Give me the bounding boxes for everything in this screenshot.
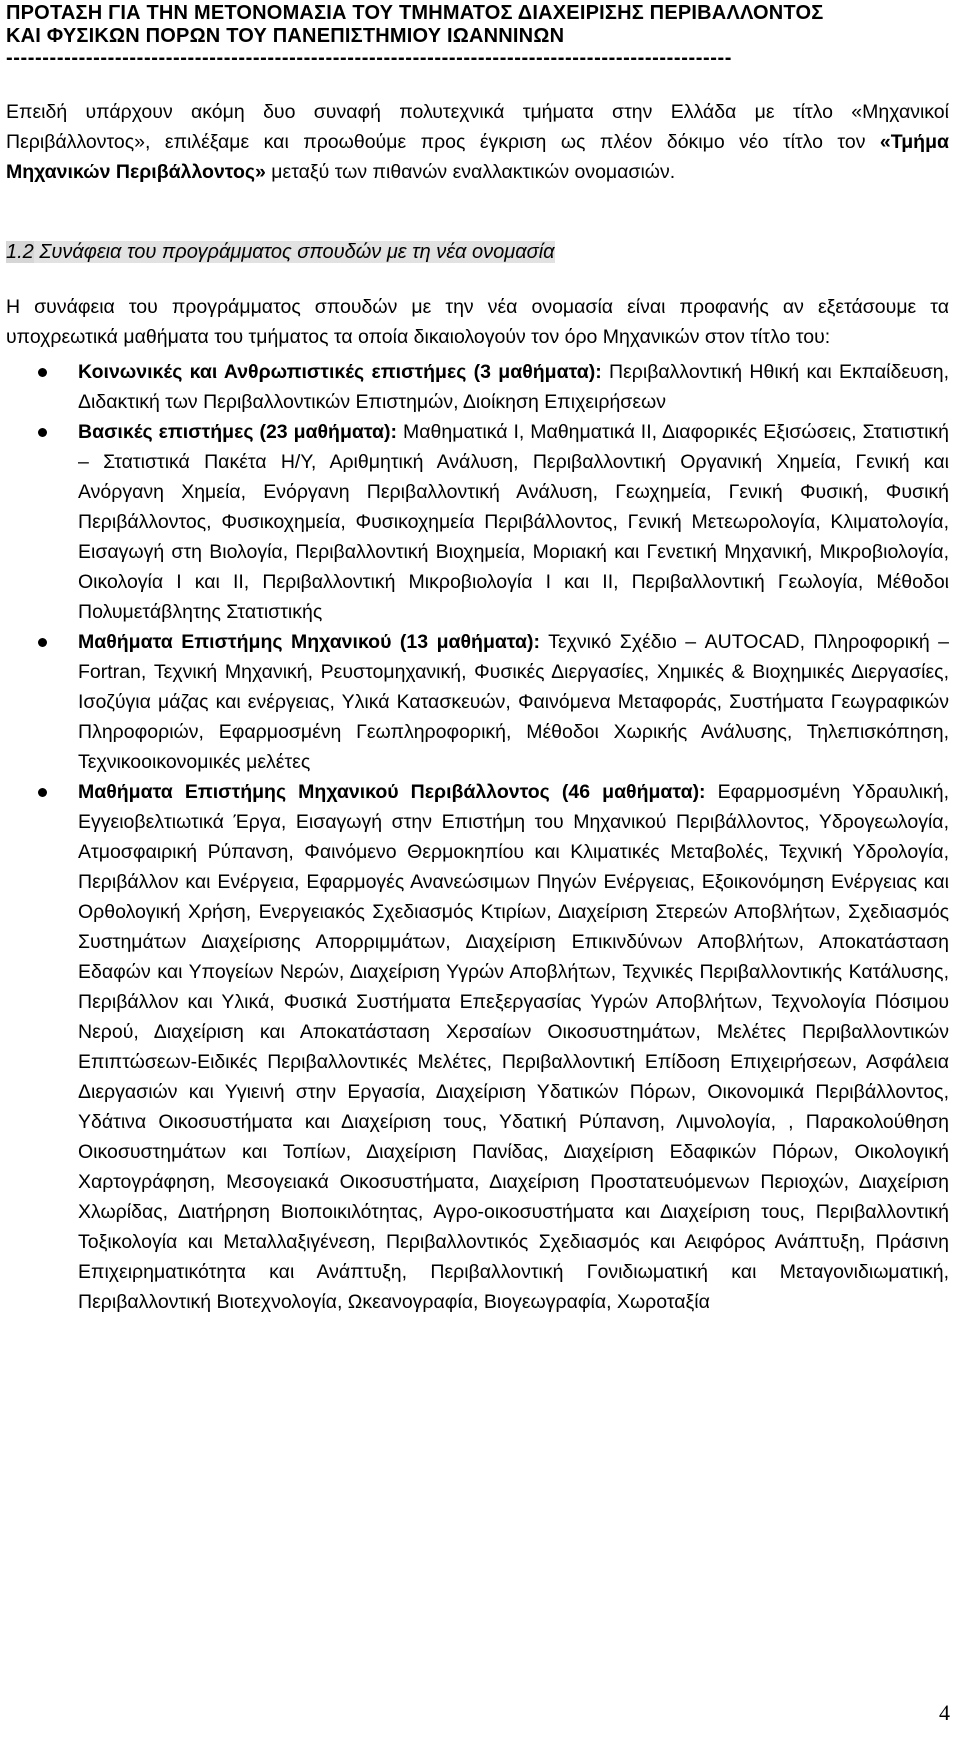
course-category-list — [6, 357, 949, 1317]
category-label: Μαθήματα Επιστήμης Μηχανικού Περιβάλλοντος (46 μαθήματα): — [78, 781, 706, 803]
category-label: Βασικές επιστήμες (23 μαθήματα): — [78, 421, 398, 443]
header-dashed-rule: ---------------------------------------------------------------------------------------------------- — [6, 48, 733, 68]
bullet-icon — [38, 428, 47, 437]
list-item — [6, 777, 949, 1317]
list-item — [6, 357, 949, 417]
category-courses: Μαθηματικά Ι, Μαθηματικά ΙΙ, Διαφορικές Εξισώσεις, Στατιστική – Στατιστικά Πακέτα Η/Υ, Αριθμητική Ανάλυση, Περιβαλλοντική Οργανική Χημεία, Γενική και Ανόργανη Χημεία, Ενόργανη Περιβαλλοντική Ανάλυση, Γεωχημεία, Γενική Φυσική, Φυσική Περιβάλλοντος, Φυσικοχημεία, Φυσικοχημεία Περιβάλλοντος, Γενική Μετεωρολογία, Κλιματολογία, Εισαγωγή στη Βιολογία, Περιβαλλοντική Βιοχημεία, Μοριακή και Γενετική Μηχανική, Μικροβιολογία, Οικολογία Ι και ΙΙ, Περιβαλλοντική Μικροβιολογία Ι και ΙΙ, Περιβαλλοντική Γεωλογία, Μέθοδοι Πολυμετάβλητης Στατιστικής — [78, 421, 949, 623]
section-heading — [6, 237, 949, 267]
list-item — [6, 627, 949, 777]
category-courses: Περιβαλλοντική Ηθική και Εκπαίδευση, Διδακτική των Περιβαλλοντικών Επιστημών, Διοίκηση Επιχειρήσεων — [78, 361, 949, 413]
header-title-line-1: ΠΡΟΤΑΣΗ ΓΙΑ ΤΗΝ ΜΕΤΟΝΟΜΑΣΙΑ ΤΟΥ ΤΜΗΜΑΤΟΣ ΔΙΑΧΕΙΡΙΣΗΣ ΠΕΡΙΒΑΛΛΟΝΤΟΣ — [6, 2, 824, 24]
document-body — [6, 97, 949, 1317]
category-label: Μαθήματα Επιστήμης Μηχανικού (13 μαθήματα): — [78, 631, 541, 653]
list-item — [6, 417, 949, 627]
intro-bold-title: «Τμήμα Μηχανικών Περιβάλλοντος» — [6, 131, 949, 183]
bullet-icon — [38, 638, 47, 647]
bullet-icon — [38, 368, 47, 377]
category-courses: Εφαρμοσμένη Υδραυλική, Εγγειοβελτιωτικά Έργα, Εισαγωγή στην Επιστήμη του Μηχανικού Περιβάλλοντος, Υδρογεωλογία, Ατμοσφαιρική Ρύπανση, Φαινόμενο Θερμοκηπίου και Κλιματικές Μεταβολές, Τεχνική Υδρολογία, Περιβάλλον και Ενέργεια, Εφαρμογές Ανανεώσιμων Πηγών Ενέργειας, Εξοικονόμηση Ενέργειας και Ορθολογική Χρήση, Ενεργειακός Σχεδιασμός Κτιρίων, Διαχείριση Στερεών Αποβλήτων, Σχεδιασμός Συστημάτων Διαχείρισης Απορριμμάτων, Διαχείριση Επικινδύνων Αποβλήτων, Αποκατάσταση Εδαφών και Υπογείων Νερών, Διαχείριση Υγρών Αποβλήτων, Τεχνικές Περιβαλλοντικής Κατάλυσης, Περιβάλλον και Υλικά, Φυσικά Συστήματα Επεξεργασίας Υγρών Αποβλήτων, Τεχνολογία Πόσιμου Νερού, Διαχείριση και Αποκατάσταση Χερσαίων Οικοσυστημάτων, Μελέτες Περιβαλλοντικών Επιπτώσεων-Ειδικές Περιβαλλοντικές Μελέτες, Περιβαλλοντική Επίδοση Επιχειρήσεων, Ασφάλεια Διεργασιών και Υγιεινή στην Εργασία, Διαχείριση Υδατικών Πόρων, Οικονομικά Περιβάλλοντος, Υδάτινα Οικοσυστήματα και Διαχείριση τους, Υδατική Ρύπανση, Λιμνολογία, , Παρακολούθηση Οικοσυστημάτων και Τοπίων, Διαχείριση Πανίδας, Διαχείριση Εδαφικών Πόρων, Οικολογική Χαρτογράφηση, Μεσογειακά Οικοσυστήματα, Διαχείριση Προστατευόμενων Περιοχών, Διαχείριση Χλωρίδας, Διατήρηση Βιοποικιλότητας, Αγρο-οικοσυστήματα και Διαχείριση τους, Περιβαλλοντική Τοξικολογία και Μεταλλαξιγένεση, Περιβαλλοντικός Σχεδιασμός και Αειφόρος Ανάπτυξη, Πράσινη Επιχειρηματικότητα και Ανάπτυξη, Περιβαλλοντική Γονιδιωματική και Μεταγονιδιωματική, Περιβαλλοντική Βιοτεχνολογία, Ωκεανογραφία, Βιογεωγραφία, Χωροταξία — [78, 781, 949, 1313]
category-label: Κοινωνικές και Ανθρωπιστικές επιστήμες (3 μαθήματα): — [78, 361, 602, 383]
header-title-line-2: ΚΑΙ ΦΥΣΙΚΩΝ ΠΟΡΩΝ ΤΟΥ ΠΑΝΕΠΙΣΤΗΜΙΟΥ ΙΩΑΝΝΙΝΩΝ — [6, 25, 565, 47]
intro-paragraph — [6, 97, 949, 187]
section-number: 1.2 — [6, 241, 34, 263]
section-paragraph: Η συνάφεια του προγράμματος σπουδών με την νέα ονομασία είναι προφανής αν εξετάσουμε τα υποχρεωτικά μαθήματα του τμήματος τα οποία δικαιολογούν τον όρο Μηχανικών στον τίτλο του: — [6, 296, 949, 348]
intro-text-before: Επειδή υπάρχουν ακόμη δυο συναφή πολυτεχνικά τμήματα στην Ελλάδα με τίτλο «Μηχανικοί Περιβάλλοντος», επιλέξαμε και προωθούμε προς έγκριση ως πλέον δόκιμο νέο τίτλο τον — [6, 101, 949, 153]
bullet-icon — [38, 788, 47, 797]
document-header — [6, 2, 954, 68]
section-title: Συνάφεια του προγράμματος σπουδών με τη νέα ονομασία — [39, 241, 555, 263]
intro-text-after: μεταξύ των πιθανών εναλλακτικών ονομασιών. — [265, 161, 676, 183]
category-courses: Τεχνικό Σχέδιο – AUTOCAD, Πληροφορική – Fortran, Τεχνική Μηχανική, Ρευστομηχανική, Φυσικές Διεργασίες, Χημικές & Βιοχημικές Διεργασίες, Ισοζύγια μάζας και ενέργειας, Υλικά Κατασκευών, Φαινόμενα Μεταφοράς, Συστήματα Γεωγραφικών Πληροφοριών, Εφαρμοσμένη Γεωπληροφορική, Μέθοδοι Χωρικής Ανάλυσης, Τηλεπισκόπηση, Τεχνικοοικονομικές μελέτες — [78, 631, 949, 773]
page-number: 4 — [939, 1700, 950, 1725]
